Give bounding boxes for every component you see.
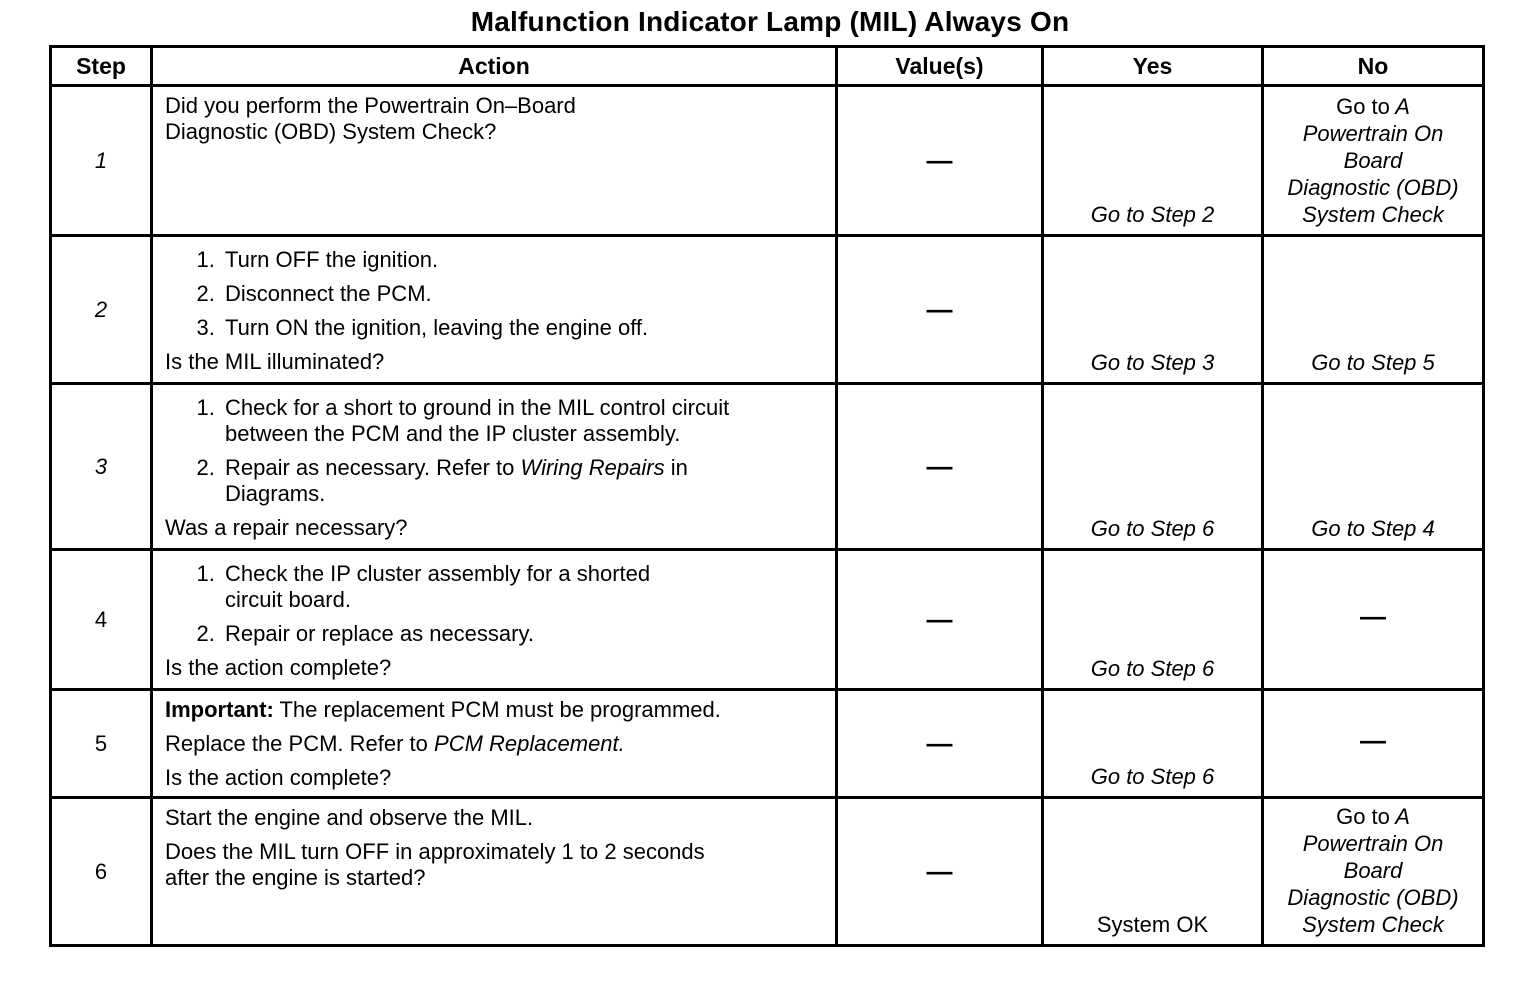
action-step: 1. Turn OFF the ignition. <box>221 247 825 273</box>
no-line: System Check <box>1302 202 1444 227</box>
no-link-a: A <box>1395 804 1410 829</box>
action-line: Diagnostic (OBD) System Check? <box>165 119 497 144</box>
action-step-line: Diagrams. <box>225 481 326 506</box>
action-step-line: between the PCM and the IP cluster assembly. <box>225 421 681 446</box>
no-line: Board <box>1343 148 1403 173</box>
step-number: 2 <box>51 236 152 384</box>
no-prefix: Go to <box>1336 94 1390 119</box>
action-step: 2. Repair or replace as necessary. <box>221 621 825 647</box>
action-step-line: 1. Check the IP cluster assembly for a shorted <box>225 561 651 586</box>
action-step-line: 1. Check for a short to ground in the MIL control circuit <box>225 395 730 420</box>
step-number: 3 <box>51 384 152 550</box>
action-question: Is the MIL illuminated? <box>165 349 385 374</box>
action-step <box>221 395 825 447</box>
action-line: Does the MIL turn OFF in approximately 1 to 2 seconds <box>165 839 705 864</box>
text: in <box>670 455 688 480</box>
action-line: after the engine is started? <box>165 865 426 890</box>
action-step: 3. Turn ON the ignition, leaving the engine off. <box>221 315 825 341</box>
action-cell <box>152 86 837 236</box>
header-no: No <box>1263 47 1484 86</box>
action-question: Is the action complete? <box>165 655 392 680</box>
no-line: Diagnostic (OBD) <box>1287 175 1459 200</box>
action-line <box>165 697 825 723</box>
no-cell: Go to Step 4 <box>1263 384 1484 550</box>
no-cell <box>1263 86 1484 236</box>
page-title: Malfunction Indicator Lamp (MIL) Always On <box>470 6 1070 37</box>
no-cell: — <box>1263 690 1484 798</box>
action-line <box>165 731 825 757</box>
table-row <box>51 550 1484 690</box>
no-line: System Check <box>1302 912 1444 937</box>
yes-cell: System OK <box>1043 798 1263 946</box>
value-cell: — <box>837 86 1043 236</box>
value-cell: — <box>837 384 1043 550</box>
no-line <box>1264 803 1482 830</box>
yes-cell: Go to Step 6 <box>1043 384 1263 550</box>
header-action: Action <box>152 47 837 86</box>
action-cell <box>152 550 837 690</box>
step-number: 6 <box>51 798 152 946</box>
yes-cell: Go to Step 6 <box>1043 690 1263 798</box>
reference-link[interactable]: PCM Replacement. <box>434 731 625 756</box>
action-question: Is the action complete? <box>165 765 392 790</box>
action-cell <box>152 798 837 946</box>
no-cell <box>1263 798 1484 946</box>
no-line: Powertrain On <box>1302 121 1444 146</box>
value-cell: — <box>837 798 1043 946</box>
header-row <box>51 47 1484 86</box>
reference-link[interactable]: Wiring Repairs <box>520 455 665 480</box>
yes-cell: Go to Step 6 <box>1043 550 1263 690</box>
yes-cell: Go to Step 2 <box>1043 86 1263 236</box>
action-step <box>221 561 825 613</box>
action-cell <box>152 236 837 384</box>
important-text: The replacement PCM must be programmed. <box>279 697 721 722</box>
table-row <box>51 384 1484 550</box>
value-cell: — <box>837 236 1043 384</box>
table-row <box>51 798 1484 946</box>
yes-cell: Go to Step 3 <box>1043 236 1263 384</box>
no-line: Board <box>1343 858 1403 883</box>
table-row <box>51 86 1484 236</box>
no-line: Diagnostic (OBD) <box>1287 885 1459 910</box>
action-steps <box>165 561 825 647</box>
table-row <box>51 236 1484 384</box>
action-steps <box>165 395 825 507</box>
no-prefix: Go to <box>1336 804 1390 829</box>
step-number: 4 <box>51 550 152 690</box>
action-steps <box>165 247 825 341</box>
value-cell: — <box>837 690 1043 798</box>
header-values: Value(s) <box>837 47 1043 86</box>
no-cell: — <box>1263 550 1484 690</box>
action-step: 2. Disconnect the PCM. <box>221 281 825 307</box>
important-label: Important: <box>165 697 274 722</box>
action-cell <box>152 384 837 550</box>
table-row <box>51 690 1484 798</box>
no-link-a: A <box>1395 94 1410 119</box>
action-question: Was a repair necessary? <box>165 515 408 540</box>
header-yes: Yes <box>1043 47 1263 86</box>
action-line: Start the engine and observe the MIL. <box>165 805 534 830</box>
action-step-line <box>225 455 825 481</box>
diagnostic-table <box>49 45 1485 947</box>
step-number: 1 <box>51 86 152 236</box>
text: Replace the PCM. Refer to <box>165 731 428 756</box>
header-step: Step <box>51 47 152 86</box>
no-line <box>1264 93 1482 120</box>
step-number: 5 <box>51 690 152 798</box>
no-line: Powertrain On <box>1302 831 1444 856</box>
action-step <box>221 455 825 507</box>
no-cell: Go to Step 5 <box>1263 236 1484 384</box>
action-cell <box>152 690 837 798</box>
action-line: Did you perform the Powertrain On–Board <box>165 93 576 118</box>
value-cell: — <box>837 550 1043 690</box>
action-step-line: circuit board. <box>225 587 351 612</box>
text: Repair as necessary. Refer to <box>225 455 515 480</box>
